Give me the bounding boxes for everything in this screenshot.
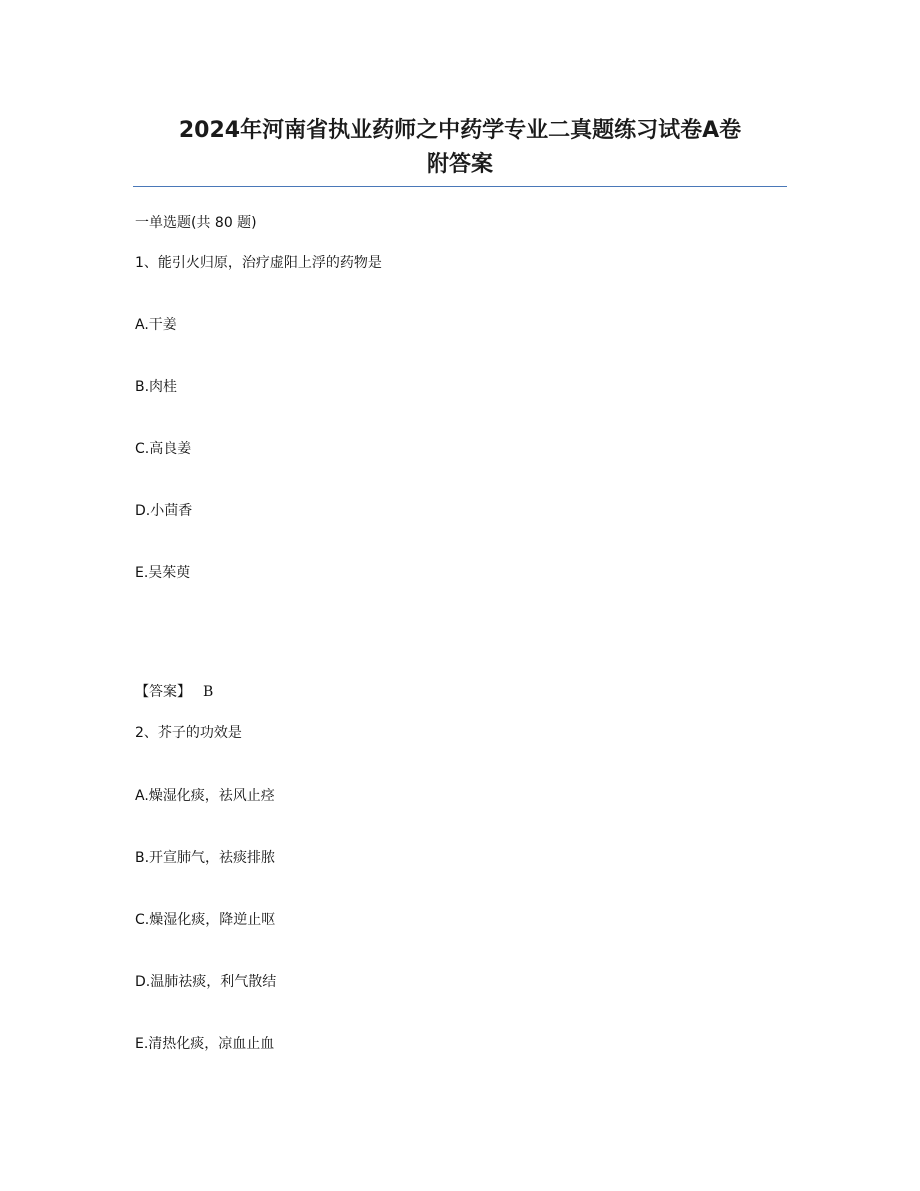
question-option: D.小茴香 bbox=[135, 503, 193, 519]
answer-label: 【答案】 bbox=[135, 684, 191, 700]
question-option: E.吴茱萸 bbox=[135, 565, 191, 581]
question-option: B.开宣肺气，祛痰排脓 bbox=[135, 850, 276, 866]
question-option: C.高良姜 bbox=[135, 441, 192, 457]
question-stem: 1、能引火归原，治疗虚阳上浮的药物是 bbox=[135, 255, 382, 271]
question-stem: 2、芥子的功效是 bbox=[135, 725, 242, 741]
answer-line bbox=[135, 682, 213, 702]
question-option: A.干姜 bbox=[135, 317, 177, 333]
question-option: E.清热化痰，凉血止血 bbox=[135, 1036, 275, 1052]
question-option: B.肉桂 bbox=[135, 379, 178, 395]
question-option: C.燥湿化痰，降逆止呕 bbox=[135, 912, 276, 928]
page-title-line-2: 附答案 bbox=[426, 152, 493, 177]
answer-value: B bbox=[203, 684, 214, 700]
page-title-line-1: 2024年河南省执业药师之中药学专业二真题练习试卷A卷 bbox=[178, 118, 742, 143]
question-option: D.温肺祛痰，利气散结 bbox=[135, 974, 277, 990]
page-title bbox=[133, 114, 787, 182]
question-option: A.燥湿化痰，祛风止痉 bbox=[135, 788, 275, 804]
section-header: 一单选题(共 80 题) bbox=[135, 215, 257, 231]
title-divider bbox=[133, 186, 787, 187]
